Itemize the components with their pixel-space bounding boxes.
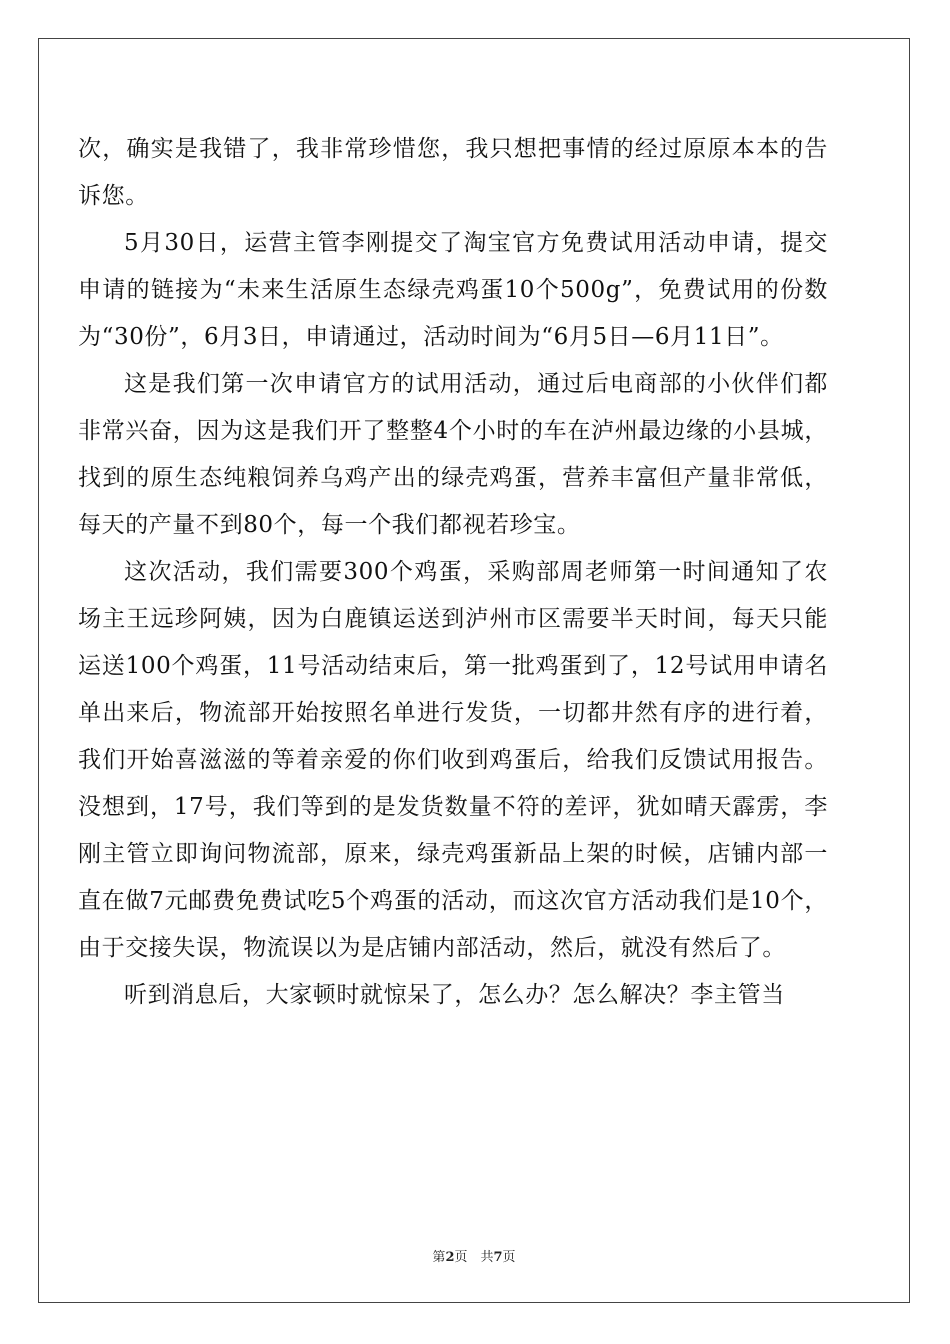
footer-current-page: 2 (445, 1250, 455, 1265)
footer-page-suffix: 页 (502, 1250, 516, 1265)
paragraph-4: 这次活动，我们需要300个鸡蛋，采购部周老师第一时间通知了农场主王远珍阿姨，因为白鹿镇运送到泸州市区需要半天时间，每天只能运送100个鸡蛋，11号活动结束后，第一批鸡蛋到了，12号试用申请名单出来后，物流部开始按照名单进行发货，一切都井然有序的进行着，我们开始喜滋滋的等着亲爱的你们收到鸡蛋后，给我们反馈试用报告。没想到，17号，我们等到的是发货数量不符的差评，犹如晴天霹雳，李刚主管立即询问物流部，原来，绿壳鸡蛋新品上架的时候，店铺内部一直在做7元邮费免费试吃5个鸡蛋的活动，而这次官方活动我们是10个，由于交接失误，物流误以为是店铺内部活动，然后，就没有然后了。 (78, 559, 828, 961)
footer-page-mid: 页 共 (454, 1250, 494, 1265)
paragraph-1: 次，确实是我错了，我非常珍惜您，我只想把事情的经过原原本本的告诉您。 (78, 136, 828, 209)
document-body (78, 126, 828, 1019)
footer-page-prefix: 第 (432, 1250, 446, 1265)
paragraph-3: 这是我们第一次申请官方的试用活动，通过后电商部的小伙伴们都非常兴奋，因为这是我们开了整整4个小时的车在泸州最边缘的小县城，找到的原生态纯粮饲养乌鸡产出的绿壳鸡蛋，营养丰富但产量非常低，每天的产量不到80个，每一个我们都视若珍宝。 (78, 371, 828, 538)
page-footer (38, 1246, 910, 1265)
paragraph-2: 5月30日，运营主管李刚提交了淘宝官方免费试用活动申请，提交申请的链接为“未来生活原生态绿壳鸡蛋10个500g”，免费试用的份数为“30份”，6月3日，申请通过，活动时间为“6月5日—6月11日”。 (78, 230, 828, 350)
paragraph-5: 听到消息后，大家顿时就惊呆了，怎么办？怎么解决？李主管当 (124, 982, 785, 1008)
footer-total-pages: 7 (493, 1250, 503, 1265)
